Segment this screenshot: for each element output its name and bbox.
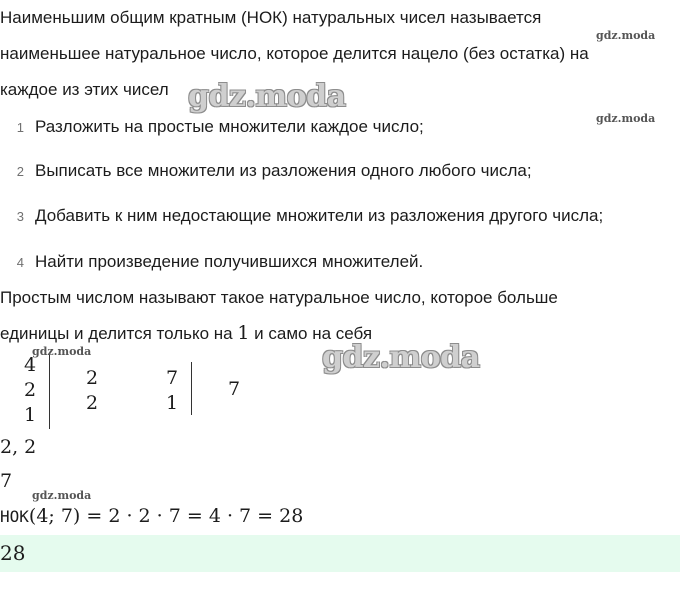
watermark-small: gdz.moda [32, 489, 92, 502]
definition-line-1: Наименьшим общим кратным (НОК) натуральных чисел называется [0, 8, 542, 27]
watermark-small: gdz.moda [596, 29, 656, 42]
factors-of-7: 7 [0, 470, 13, 492]
watermark-logo: gdz.moda [322, 340, 480, 375]
factor-left-prime-2: 2 [86, 392, 99, 414]
step-item-4 [0, 252, 423, 273]
factor-left-value-2: 2 [24, 379, 37, 401]
watermark-small: gdz.moda [32, 345, 92, 358]
answer-box [0, 535, 680, 572]
step-item-2 [0, 161, 532, 182]
factor-left-value-1: 4 [24, 354, 37, 376]
step-text: Найти произведение получившихся множителей. [35, 252, 424, 271]
step-number: 2 [16, 164, 24, 179]
step-number: 4 [16, 255, 24, 270]
definition-line-2: наименьшее натуральное число, которое делится нацело (без остатка) на [0, 44, 589, 63]
step-item-3 [0, 206, 603, 227]
factor-divider-right [191, 362, 192, 415]
factor-right-value-2: 1 [166, 392, 179, 414]
factor-right-value-1: 7 [166, 367, 179, 389]
factor-left-value-3: 1 [24, 404, 37, 426]
prime-definition-line-1: Простым числом называют такое натуральное число, которое больше [0, 288, 558, 307]
prime-definition-text: единицы и делится только на [0, 324, 238, 343]
factor-left-prime-1: 2 [86, 367, 99, 389]
definition-line-3: каждое из этих чисел [0, 80, 169, 99]
lcm-expression: (4; 7) = 2 · 2 · 7 = 4 · 7 = 28 [28, 505, 304, 527]
watermark-small: gdz.moda [596, 112, 656, 125]
prime-definition-line-2 [0, 323, 372, 344]
step-text: Выписать все множители из разложения одного любого числа; [35, 161, 532, 180]
factor-right-prime-1: 7 [228, 378, 241, 400]
factors-of-4: 2, 2 [0, 436, 37, 458]
step-number: 1 [16, 120, 24, 135]
step-item-1 [0, 117, 424, 138]
lcm-computation [0, 505, 303, 527]
step-text: Разложить на простые множители каждое число; [35, 117, 424, 136]
step-text: Добавить к ним недостающие множители из разложения другого числа; [35, 206, 604, 225]
answer-value: 28 [0, 541, 26, 565]
factor-divider-left [49, 355, 50, 429]
prime-definition-text-end: и само на себя [249, 324, 373, 343]
lcm-label: НОК [0, 507, 29, 526]
step-number: 3 [16, 209, 24, 224]
prime-definition-one: 1 [237, 322, 250, 344]
watermark-logo: gdz.moda [188, 79, 346, 114]
